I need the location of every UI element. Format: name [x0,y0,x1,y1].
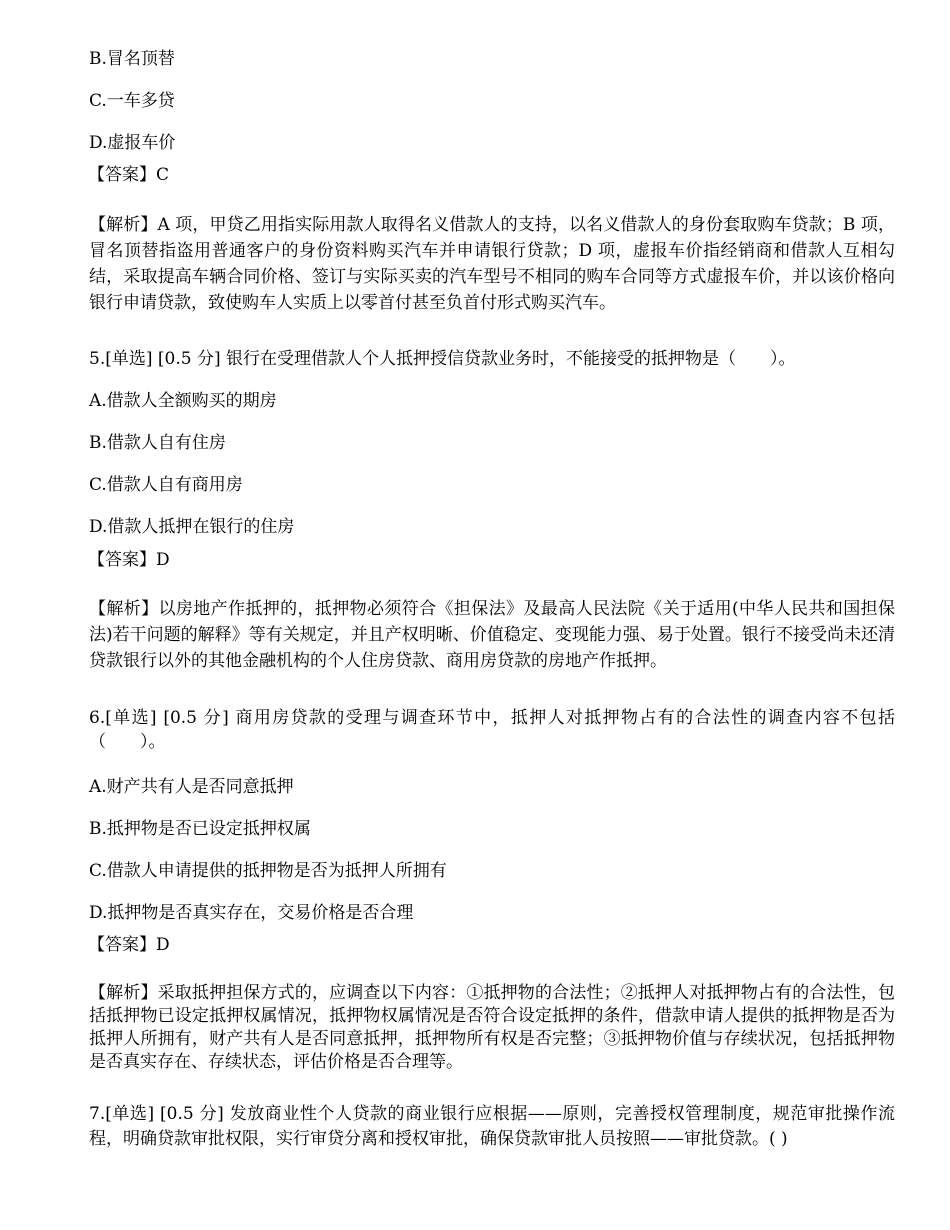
q4-option-c: C.一车多贷 [89,91,175,111]
q4-option-d: D.虚报车价 [89,133,176,153]
q5-option-b: B.借款人自有住房 [89,433,226,453]
q5-option-a: A.借款人全额购买的期房 [89,391,277,411]
q5-option-d: D.借款人抵押在银行的住房 [89,517,295,537]
q6-option-a: A.财产共有人是否同意抵押 [89,777,294,797]
q6-analysis: 【解析】采取抵押担保方式的，应调查以下内容：①抵押物的合法性；②抵押人对抵押物占有的合法性，包括抵押物已设定抵押权属情况，抵押物权属情况是否符合设定抵押的条件，借款申请人提供的抵押物是否为抵押人所拥有，财产共有人是否同意抵押，抵押物所有权是否完整；③抵押物价值与存续状况，包括抵押物是否真实存在、存续状态，评估价格是否合理等。 [89,983,895,1072]
q4-option-b: B.冒名顶替 [89,49,175,69]
q5-option-c: C.借款人自有商用房 [89,475,243,495]
q6-option-c: C.借款人申请提供的抵押物是否为抵押人所拥有 [89,861,447,881]
q5-analysis: 【解析】以房地产作抵押的，抵押物必须符合《担保法》及最高人民法院《关于适用(中华人民共和国担保法)若干问题的解释》等有关规定，并且产权明晰、价值稳定、变现能力强、易于处置。银行不接受尚未还清贷款银行以外的其他金融机构的个人住房贷款、商用房贷款的房地产作抵押。 [89,599,895,671]
q6-option-d: D.抵押物是否真实存在，交易价格是否合理 [89,903,414,923]
q6-stem: 6.[单选] [0.5 分] 商用房贷款的受理与调查环节中，抵押人对抵押物占有的合法性的调查内容不包括（ ）。 [89,708,895,752]
q4-answer: 【答案】C [88,165,170,185]
q6-option-b: B.抵押物是否已设定抵押权属 [89,819,311,839]
q6-answer: 【答案】D [88,935,170,955]
q7-stem: 7.[单选] [0.5 分] 发放商业性个人贷款的商业银行应根据——原则，完善授权管理制度，规范审批操作流程，明确贷款审批权限，实行审贷分离和授权审批，确保贷款审批人员按照——审批贷款。( ) [89,1104,895,1149]
q5-answer: 【答案】D [88,550,170,570]
q4-analysis: 【解析】A 项，甲贷乙用指实际用款人取得名义借款人的支持，以名义借款人的身份套取购车贷款；B 项，冒名顶替指盗用普通客户的身份资料购买汽车并申请银行贷款；D 项，虚报车价指经销商和借款人互相勾结，采取提高车辆合同价格、签订与实际买卖的汽车型号不相同的购车合同等方式虚报车价，并以该价格向银行申请贷款，致使购车人实质上以零首付甚至负首付形式购买汽车。 [89,215,895,313]
q5-stem: 5.[单选] [0.5 分] 银行在受理借款人个人抵押授信贷款业务时，不能接受的抵押物是（ ）。 [89,349,796,369]
